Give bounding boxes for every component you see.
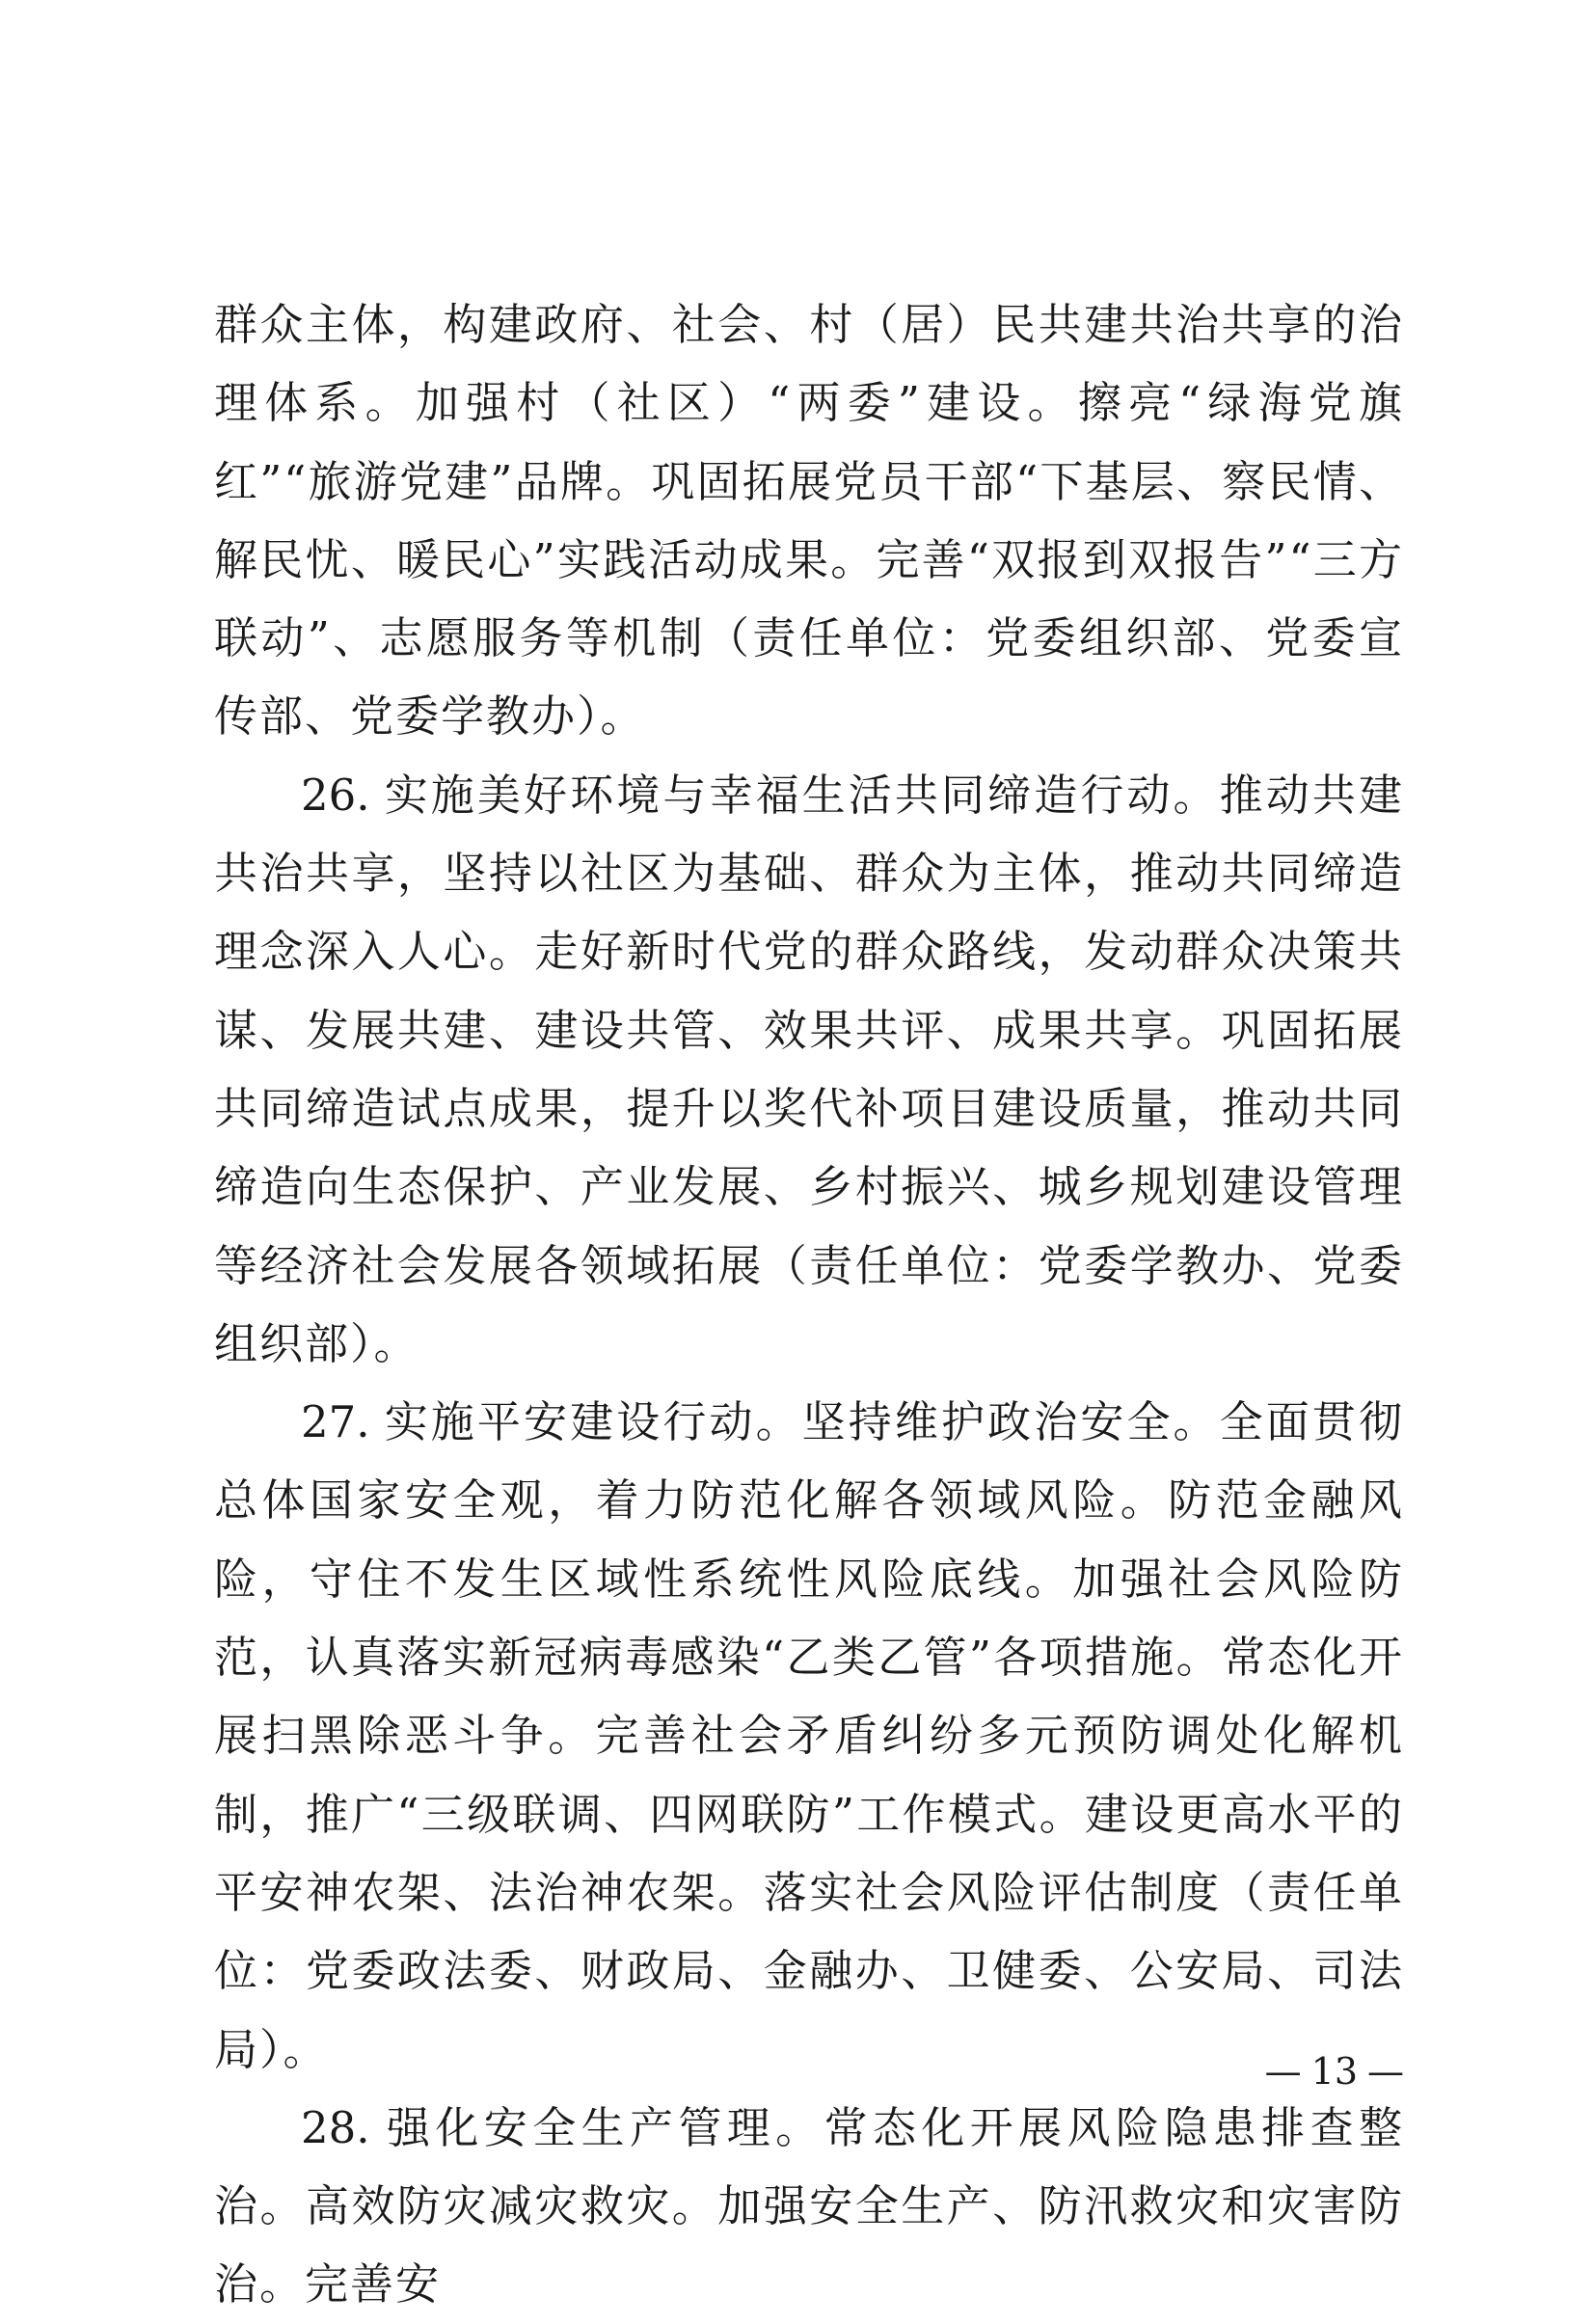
paragraph-continuation [214, 285, 1404, 756]
page-number [1265, 2042, 1404, 2100]
paragraph-item-27 [214, 1383, 1404, 2089]
page-number-dash-left: — [1264, 2050, 1302, 2093]
paragraph-text: 实施美好环境与幸福生活共同缔造行动。推动共建共治共享，坚持以社区为基础、群众为主体，推动共同缔造理念深入人心。走好新时代党的群众路线，发动群众决策共谋、发展共建、建设共管、效果共评、成果共享。巩固拓展共同缔造试点成果，提升以奖代补项目建设质量，推动共同缔造向生态保护、产业发展、乡村振兴、城乡规划建设管理等经济社会发展各领域拓展（责任单位：党委学教办、党委组织部）。 [214, 769, 1404, 1369]
paragraph-item-28 [214, 2089, 1404, 2324]
paragraph-text: 实施平安建设行动。坚持维护政治安全。全面贯彻总体国家安全观，着力防范化解各领域风险。防范金融风险，守住不发生区域性系统性风险底线。加强社会风险防范，认真落实新冠病毒感染“乙类乙管”各项措施。常态化开展扫黑除恶斗争。完善社会矛盾纠纷多元预防调处化解机制，推广“三级联调、四网联防”工作模式。建设更高水平的平安神农架、法治神农架。落实社会风险评估制度（责任单位：党委政法委、财政局、金融办、卫健委、公安局、司法局）。 [214, 1396, 1404, 2075]
document-body [214, 285, 1404, 2324]
paragraph-number: 28. [301, 2101, 370, 2153]
paragraph-item-26 [214, 756, 1404, 1383]
paragraph-number: 27. [301, 1396, 370, 1448]
page-number-value: 13 [1310, 2050, 1358, 2093]
paragraph-number: 26. [301, 769, 370, 821]
page-number-dash-right: — [1367, 2050, 1404, 2093]
paragraph-text: 强化安全生产管理。常态化开展风险隐患排查整治。高效防灾减灾救灾。加强安全生产、防汛救灾和灾害防治。完善安 [214, 2101, 1404, 2310]
paragraph-text: 群众主体，构建政府、社会、村（居）民共建共治共享的治理体系。加强村（社区）“两委”建设。擦亮“绿海党旗红”“旅游党建”品牌。巩固拓展党员干部“下基层、察民情、解民忧、暖民心”实践活动成果。完善“双报到双报告”“三方联动”、志愿服务等机制（责任单位：党委组织部、党委宣传部、党委学教办）。 [214, 299, 1404, 743]
